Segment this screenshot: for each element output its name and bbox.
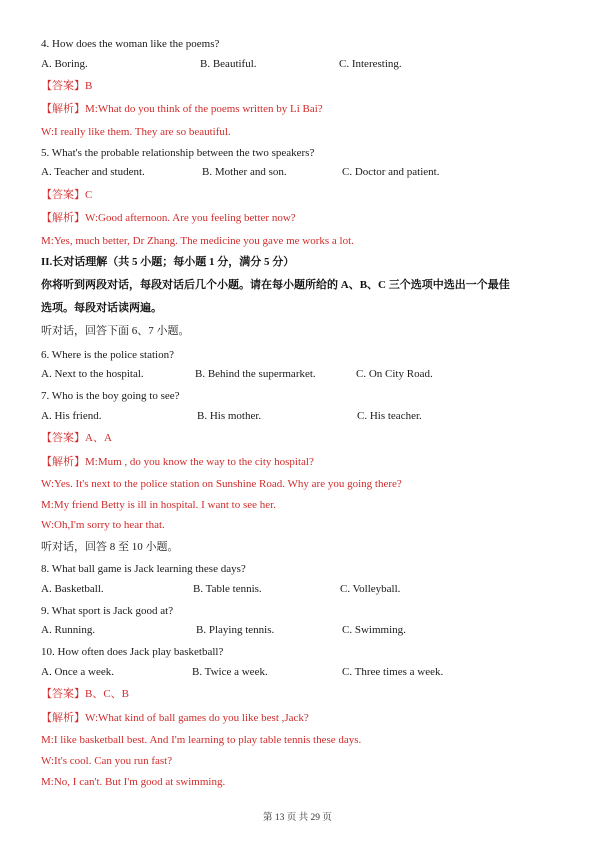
answer-8-10: 【答案】B、C、B (41, 688, 130, 700)
question-9: 9. What sport is Jack good at? (41, 605, 174, 617)
option-b: B. Playing tennis. (196, 624, 275, 636)
explanation-8-10-line-3: W:It's cool. Can you run fast? (41, 755, 173, 767)
option-b: B. Mother and son. (202, 166, 287, 178)
answer-6-7: 【答案】A、A (41, 432, 112, 444)
options-q8 (41, 583, 561, 597)
answer-5: 【答案】C (41, 189, 93, 201)
option-a: A. Boring. (41, 58, 88, 70)
explanation-6-7-line-2: W:Yes. It's next to the police station on Sunshine Road. Why are you going there? (41, 478, 402, 490)
listen-instruction-2: 听对话，回答 8 至 10 小题。 (41, 541, 179, 553)
option-c: C. Doctor and patient. (342, 166, 440, 178)
option-b: B. Behind the supermarket. (195, 368, 316, 380)
option-b: B. His mother. (197, 410, 262, 422)
explanation-8-10-line-1: 【解析】W:What kind of ball games do you like best ,Jack? (41, 712, 309, 724)
question-7: 7. Who is the boy going to see? (41, 390, 180, 402)
option-b: B. Table tennis. (193, 583, 262, 595)
explanation-8-10-line-4: M:No, I can't. But I'm good at swimming. (41, 776, 226, 788)
explanation-6-7-line-4: W:Oh,I'm sorry to hear that. (41, 519, 165, 531)
option-b: B. Twice a week. (192, 666, 268, 678)
explanation-5-line-2: M:Yes, much better, Dr Zhang. The medicine you gave me works a lot. (41, 235, 354, 247)
explanation-8-10-line-2: M:I like basketball best. And I'm learning to play table tennis these days. (41, 734, 362, 746)
options-q5 (41, 166, 561, 180)
explanation-5-line-1: 【解析】W:Good afternoon. Are you feeling better now? (41, 212, 296, 224)
option-c: C. On City Road. (356, 368, 433, 380)
option-c: C. Volleyball. (340, 583, 401, 595)
question-6: 6. Where is the police station? (41, 349, 174, 361)
option-c: C. Three times a week. (342, 666, 444, 678)
option-a: A. Next to the hospital. (41, 368, 144, 380)
options-q6 (41, 368, 561, 382)
options-q4 (41, 58, 561, 72)
options-q7 (41, 410, 561, 424)
option-a: A. Teacher and student. (41, 166, 145, 178)
question-4: 4. How does the woman like the poems? (41, 38, 220, 50)
question-8: 8. What ball game is Jack learning these days? (41, 563, 246, 575)
section-2-title: II.长对话理解（共 5 小题；每小题 1 分，满分 5 分） (41, 256, 295, 268)
option-a: A. Running. (41, 624, 96, 636)
section-2-instruction-2: 选项。每段对话读两遍。 (41, 302, 162, 314)
options-q9 (41, 624, 561, 638)
explanation-6-7-line-1: 【解析】M:Mum , do you know the way to the city hospital? (41, 456, 314, 468)
option-a: A. Basketball. (41, 583, 104, 595)
question-5: 5. What's the probable relationship between the two speakers? (41, 147, 315, 159)
explanation-6-7-line-3: M:My friend Betty is ill in hospital. I want to see her. (41, 499, 276, 511)
option-c: C. His teacher. (357, 410, 422, 422)
explanation-4-line-2: W:I really like them. They are so beautiful. (41, 126, 231, 138)
page-number-footer: 第 13 页 共 29 页 (263, 813, 332, 823)
option-b: B. Beautiful. (200, 58, 257, 70)
question-10: 10. How often does Jack play basketball? (41, 646, 224, 658)
option-c: C. Interesting. (339, 58, 402, 70)
option-c: C. Swimming. (342, 624, 406, 636)
option-a: A. Once a week. (41, 666, 114, 678)
explanation-4-line-1: 【解析】M:What do you think of the poems written by Li Bai? (41, 103, 323, 115)
section-2-instruction-1: 你将听到两段对话，每段对话后几个小题。请在每小题所给的 A、B、C 三个选项中选出一个最佳 (41, 279, 510, 291)
option-a: A. His friend. (41, 410, 102, 422)
answer-4: 【答案】B (41, 80, 93, 92)
listen-instruction-1: 听对话，回答下面 6、7 小题。 (41, 325, 190, 337)
options-q10 (41, 666, 561, 680)
